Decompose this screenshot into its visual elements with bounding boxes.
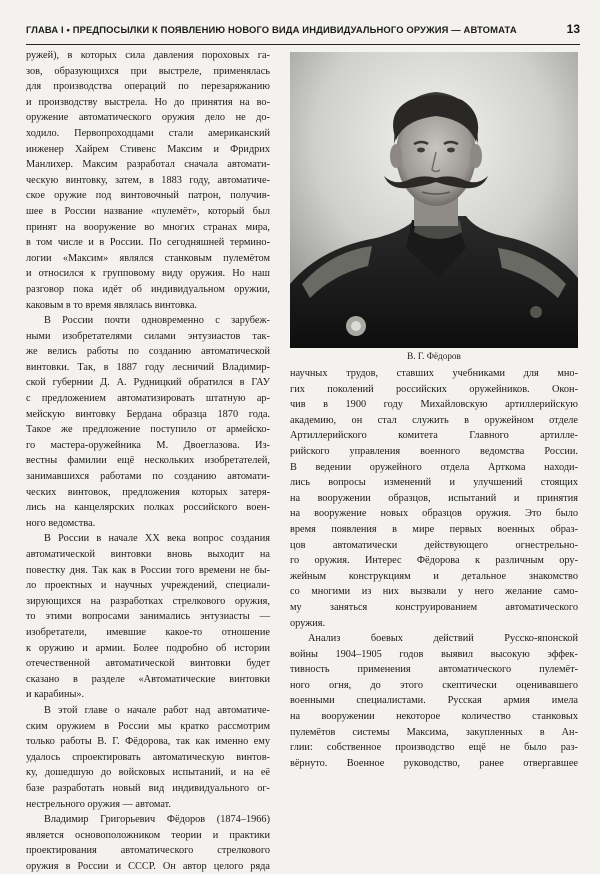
text-line: В этой главе о начале работ над автоматиче- bbox=[44, 704, 270, 716]
text-line: Анализ боевых действий Русско-японской bbox=[308, 633, 578, 645]
page-number: 13 bbox=[566, 22, 580, 36]
text-line: на вооружении некоторое количество станковых bbox=[290, 711, 578, 723]
text-line: инженер Хайрем Стивенс Максим и Фридрих bbox=[26, 143, 270, 155]
text-line: вёрнуто. Военное руководство, ранее отвергавшее bbox=[290, 757, 578, 769]
text-line: рийского управления военного ведомства России. bbox=[290, 445, 578, 457]
text-line: оружение автоматического оружия дело не до- bbox=[26, 112, 270, 124]
text-line: к оружию и армии. Более подробно об истории bbox=[26, 642, 270, 654]
text-line: му заняться конструированием автоматического bbox=[290, 601, 578, 613]
text-line: гих поколений российских оружейников. Окон- bbox=[290, 383, 578, 395]
text-line: мейскую винтовку Бердана образца 1870 года. bbox=[26, 408, 270, 420]
left-text-column bbox=[26, 48, 270, 874]
text-line: вестны фамилии ещё нескольких изобретателей, bbox=[26, 455, 270, 467]
text-line: Владимир Григорьевич Фёдоров (1874–1966) bbox=[44, 814, 270, 826]
text-line: принят на вооружение во многих странах мира, bbox=[26, 221, 270, 233]
text-line: го мастера-оружейника М. Двоеглазова. Из- bbox=[26, 439, 270, 451]
text-line: ного огня, до этого скептически оценивавшего bbox=[290, 679, 578, 691]
portrait-photo bbox=[290, 52, 578, 348]
text-line: ло проектных и научных учреждений, специали- bbox=[26, 580, 270, 592]
text-line: Манлихер. Максим разработал сначала автомати- bbox=[26, 159, 270, 171]
text-line: логии «Максим» являлся станковым пулемётом bbox=[26, 252, 270, 264]
text-line: зирующихся на разработках стрелкового оружия, bbox=[26, 595, 270, 607]
text-line: пулемётов системы Максима, закупленных в Ан- bbox=[290, 726, 578, 738]
text-line: оружия. bbox=[290, 617, 326, 629]
text-line: шее в России название «пулемёт», который был bbox=[26, 205, 270, 217]
text-line: проектирования автоматического стрелкового bbox=[26, 845, 270, 857]
text-line: базе разработать новый вид индивидуального ог- bbox=[26, 782, 270, 794]
text-line: чив в 1900 году Михайловскую артиллерийскую bbox=[290, 399, 578, 411]
text-line: цов автоматически действующего огнестрельно- bbox=[290, 539, 578, 551]
text-line: го оружия. Интерес Фёдорова к различным ору- bbox=[290, 555, 578, 567]
text-line: изобретатели, имевшие какое-то отношение bbox=[26, 626, 270, 638]
text-line: ходило. Первопроходцами стали американский bbox=[26, 127, 270, 139]
text-line: жейным конструкциям и детальное знакомство bbox=[290, 570, 578, 582]
text-line: ское оружие под винтовочный патрон, получив- bbox=[26, 190, 270, 202]
text-line: со многими из них вызвали у него желание само- bbox=[290, 586, 578, 598]
text-line: винтовки. Так, в 1887 году лесничий Владимир- bbox=[26, 361, 270, 373]
text-line: В России в начале XX века вопрос создания bbox=[44, 533, 270, 545]
text-line: лись на канцелярских полках российского воен- bbox=[26, 502, 270, 514]
text-line: ными изобретателями силами энтузиастов так- bbox=[26, 330, 270, 342]
right-text-column bbox=[290, 366, 578, 771]
text-line: с предложением автоматизировать штатную ар- bbox=[26, 393, 270, 405]
text-line: и карабины». bbox=[26, 689, 85, 701]
text-line: повестку дня. Так как в России того времени не бы- bbox=[26, 564, 270, 576]
text-line: тивность применения автоматического пулемёт- bbox=[290, 664, 578, 676]
text-line: глии: собственное производство ещё не было раз- bbox=[290, 742, 578, 754]
text-line: и относился к групповому виду оружия. Но наш bbox=[26, 268, 270, 280]
text-line: ческую винтовку, затем, в 1883 году, автоматиче- bbox=[26, 174, 270, 186]
text-line: для производства операций по перезаряжанию bbox=[26, 81, 270, 93]
text-line: удалось спроектировать автоматическую винтов- bbox=[26, 751, 270, 763]
text-line: нестрельного оружия — автомат. bbox=[26, 798, 171, 810]
photo-caption: В. Г. Фёдоров bbox=[407, 351, 461, 361]
running-head: ГЛАВА I • ПРЕДПОСЫЛКИ К ПОЯВЛЕНИЮ НОВОГО ВИДА ИНДИВИДУАЛЬНОГО ОРУЖИЯ — АВТОМАТА bbox=[26, 24, 517, 35]
text-line: ружей), в которых сила давления пороховых га- bbox=[26, 50, 270, 61]
text-line: зов, образующихся при выстреле, применялась bbox=[26, 65, 270, 77]
text-line: научных трудов, ставших учебниками для мно- bbox=[290, 368, 578, 379]
text-line: на вооружение новых образцов оружия. Это было bbox=[290, 508, 578, 520]
text-line: лись вопросы изменений и улучшений стоящих bbox=[290, 477, 578, 489]
text-line: В России почти одновременно с зарубеж- bbox=[44, 315, 270, 327]
text-line: разговор пока идёт об индивидуальном оружии, bbox=[26, 283, 270, 295]
text-line: в том числе и в России. По сегодняшней термино- bbox=[26, 237, 270, 249]
text-line: войны 1904–1905 годов выявил высокую эффек- bbox=[290, 648, 578, 660]
text-line: Такое же предложение поступило от армейско- bbox=[26, 424, 270, 436]
text-line: оружия в России и СССР. Он автор целого ряда bbox=[26, 860, 270, 872]
text-line: ческих винтовок, предложения которых затеря- bbox=[26, 486, 270, 498]
text-line: Артиллерийского комитета Главного артилле- bbox=[290, 430, 578, 442]
text-line: ку, дошедшую до войсковых испытаний, и на её bbox=[26, 767, 270, 779]
text-line: ской губернии Д. А. Рудницкий обратился в ГАУ bbox=[26, 377, 270, 389]
text-line: автоматической винтовки вновь выходит на bbox=[26, 549, 270, 560]
text-line: время появления в мире первых военных образ- bbox=[290, 523, 578, 535]
text-line: является основоположником теории и практики bbox=[26, 829, 270, 841]
text-line: В ведении оружейного отдела Арткома находи- bbox=[290, 461, 578, 473]
text-line: академию, он стал служить в оружейном отделе bbox=[290, 414, 578, 426]
text-line: сказано в разделе «Автоматические винтовки bbox=[26, 673, 270, 685]
text-line: то этими вопросами занимались энтузиасты — bbox=[26, 611, 270, 623]
text-line: каковым в то время являлась винтовка. bbox=[26, 299, 197, 311]
text-line: ного ведомства. bbox=[26, 517, 96, 529]
text-line: ским оружием в России мы кратко рассмотрим bbox=[26, 720, 270, 732]
text-line: занимавшихся работами по созданию автомати- bbox=[26, 471, 270, 483]
text-line: на вооружении образцов, испытаний и принятия bbox=[290, 492, 578, 504]
text-line: же велись работы по созданию автоматической bbox=[26, 346, 270, 358]
text-line: отечественной автоматической винтовки будет bbox=[26, 658, 270, 670]
text-line: и производству выстрела. Но до принятия на во- bbox=[26, 96, 270, 108]
page-header bbox=[26, 20, 580, 45]
text-line: военными специалистами. Русская армия имела bbox=[290, 695, 578, 707]
text-line: только работы В. Г. Фёдорова, так как именно ему bbox=[26, 736, 270, 748]
